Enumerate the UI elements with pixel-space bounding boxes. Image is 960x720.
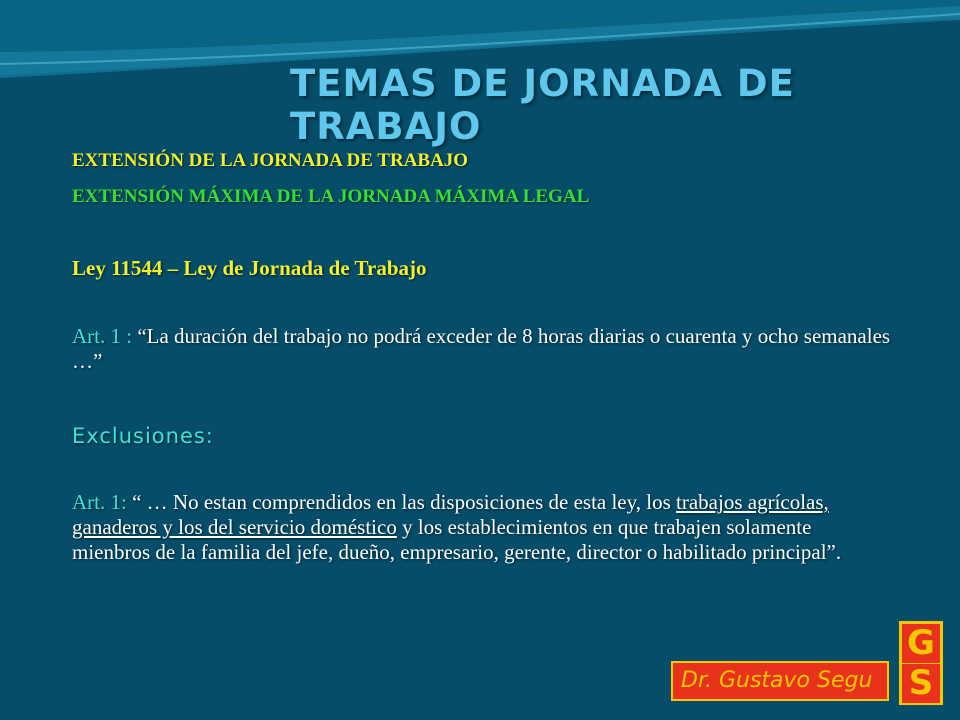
logo-letter-g: G (902, 624, 940, 663)
gs-logo (899, 621, 943, 705)
article-1-text: “La duración del trabajo no podrá exceder de 8 horas diarias o cuarenta y ocho semanales …” (72, 324, 891, 373)
exclusions-heading: Exclusiones: (72, 424, 214, 448)
article-1-excl-text-a: “ … No estan comprendidos en las disposiciones de esta ley, los (132, 490, 677, 514)
article-1-exclusions-paragraph (72, 490, 892, 565)
article-1-excl-underlined: trabajos agrícolas, ganaderos y los del servicio doméstico (72, 490, 829, 539)
article-1-excl-text-b: y los establecimientos en que trabajen solamente mienbros de la familia del jefe, dueño, empresario, gerente, director o habilitado principal”. (72, 515, 842, 564)
author-badge: Dr. Gustavo Segu (671, 661, 889, 701)
slide-title: TEMAS DE JORNADA DE TRABAJO (290, 62, 795, 148)
article-1-paragraph (72, 324, 892, 374)
heading-extension: EXTENSIÓN DE LA JORNADA DE TRABAJO (72, 150, 469, 171)
heading-max-extension: EXTENSIÓN MÁXIMA DE LA JORNADA MÁXIMA LEGAL (72, 186, 590, 207)
law-heading: Ley 11544 – Ley de Jornada de Trabajo (72, 256, 427, 280)
logo-letter-s: S (902, 664, 940, 703)
article-1-excl-label: Art. 1: (72, 490, 133, 514)
article-1-label: Art. 1 : (72, 324, 138, 348)
